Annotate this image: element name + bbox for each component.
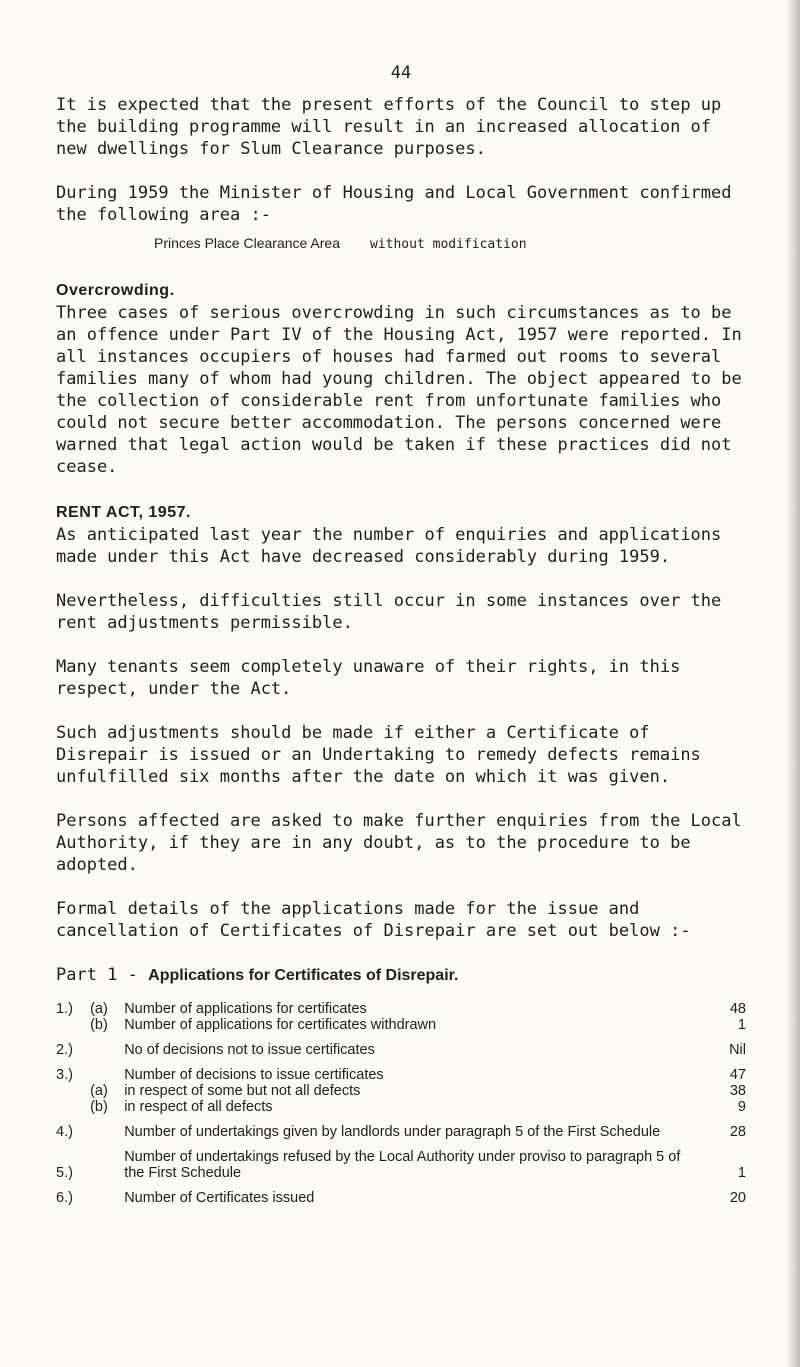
row-number: 4.) — [56, 1124, 73, 1140]
table-row — [56, 1099, 746, 1115]
row-letter: (a) — [90, 1001, 108, 1017]
row-letter: (b) — [90, 1099, 108, 1115]
overcrowding-heading: Overcrowding. — [56, 282, 175, 299]
row-description: Number of decisions to issue certificates — [124, 1067, 384, 1083]
row-number — [56, 1017, 90, 1033]
row-value: 1 — [737, 1017, 746, 1033]
paragraph-minister-confirmation: During 1959 the Minister of Housing and Local Government confirmed the following area :- — [56, 183, 732, 225]
row-letter — [90, 1033, 124, 1058]
paragraph-formal-details: Formal details of the applications made for the issue and cancellation of Certificates of Disrepair are set out below :- — [56, 899, 691, 941]
row-value: 28 — [729, 1124, 746, 1140]
row-letter: (a) — [90, 1083, 108, 1099]
rent-act-heading: RENT ACT, 1957. — [56, 504, 191, 521]
clearance-area-line — [56, 232, 746, 256]
row-value: 38 — [729, 1083, 746, 1099]
row-value: 47 — [729, 1067, 746, 1083]
paragraph-adjustments: Such adjustments should be made if either a Certificate of Disrepair is issued or an Undertaking to remedy defects remains unfulfilled six months after the date on which it was given. — [56, 723, 701, 787]
clearance-area-modification: without modification — [370, 237, 527, 252]
paragraph-rent-act-enquiries: As anticipated last year the number of enquiries and applications made under this Act have decreased considerably during 1959. — [56, 525, 722, 567]
row-letter — [90, 1115, 124, 1140]
table-row — [56, 1058, 746, 1083]
row-description: in respect of all defects — [124, 1099, 273, 1115]
row-value: Nil — [729, 1042, 746, 1058]
row-description: Number of Certificates issued — [124, 1190, 315, 1206]
table-row — [56, 1083, 746, 1099]
row-value: 20 — [729, 1190, 746, 1206]
certificates-table — [56, 1001, 746, 1206]
table-row — [56, 1115, 746, 1140]
row-letter: (b) — [90, 1017, 108, 1033]
row-description: Number of applications for certificates withdrawn — [124, 1017, 437, 1033]
page-edge-shadow — [786, 0, 800, 1367]
row-description: Number of applications for certificates — [124, 1001, 367, 1017]
row-letter — [90, 1058, 124, 1083]
paragraph-overcrowding: Three cases of serious overcrowding in such circumstances as to be an offence under Part IV of the Housing Act, 1957 were reported. In all instances occupiers of houses had farmed out rooms to several families many of whom had young children. The object appeared to be the collection of considerable rent from unfortunate families who could not secure better accommodation. The persons concerned were warned that legal action would be taken if these practices did not cease. — [56, 303, 742, 477]
paragraph-tenants-rights: Many tenants seem completely unaware of their rights, in this respect, under the Act. — [56, 657, 681, 699]
part-1-label: Part 1 - — [56, 965, 138, 985]
row-number: 5.) — [56, 1165, 73, 1181]
paragraph-difficulties: Nevertheless, difficulties still occur in some instances over the rent adjustments permissible. — [56, 591, 722, 633]
row-value: 48 — [729, 1001, 746, 1017]
row-description: Number of undertakings refused by the Local Authority under proviso to paragraph 5 of the First Schedule — [124, 1149, 681, 1181]
table-row — [56, 1140, 746, 1181]
row-number: 6.) — [56, 1190, 73, 1206]
page-number: 44 — [390, 63, 412, 83]
table-row — [56, 1181, 746, 1206]
table-row — [56, 1017, 746, 1033]
row-number — [56, 1099, 90, 1115]
part-1-heading — [56, 964, 746, 987]
clearance-area-name: Princes Place Clearance Area — [154, 235, 340, 251]
paragraph-building-programme: It is expected that the present efforts of the Council to step up the building programme will result in an increased allocation of new dwellings for Slum Clearance purposes. — [56, 95, 722, 159]
row-number: 1.) — [56, 1001, 73, 1017]
row-letter — [90, 1140, 124, 1181]
paragraph-enquiries: Persons affected are asked to make further enquiries from the Local Authority, if they are in any doubt, as to the procedure to be adopted. — [56, 811, 742, 875]
row-description: Number of undertakings given by landlords under paragraph 5 of the First Schedule — [124, 1124, 661, 1140]
row-description: in respect of some but not all defects — [124, 1083, 361, 1099]
row-letter — [90, 1181, 124, 1206]
row-number: 3.) — [56, 1067, 73, 1083]
row-description: No of decisions not to issue certificates — [124, 1042, 375, 1058]
row-value: 1 — [737, 1165, 746, 1181]
row-number: 2.) — [56, 1042, 73, 1058]
table-row — [56, 1001, 746, 1017]
row-number — [56, 1083, 90, 1099]
table-row — [56, 1033, 746, 1058]
part-1-title: Applications for Certificates of Disrepair. — [148, 967, 459, 984]
row-value: 9 — [737, 1099, 746, 1115]
